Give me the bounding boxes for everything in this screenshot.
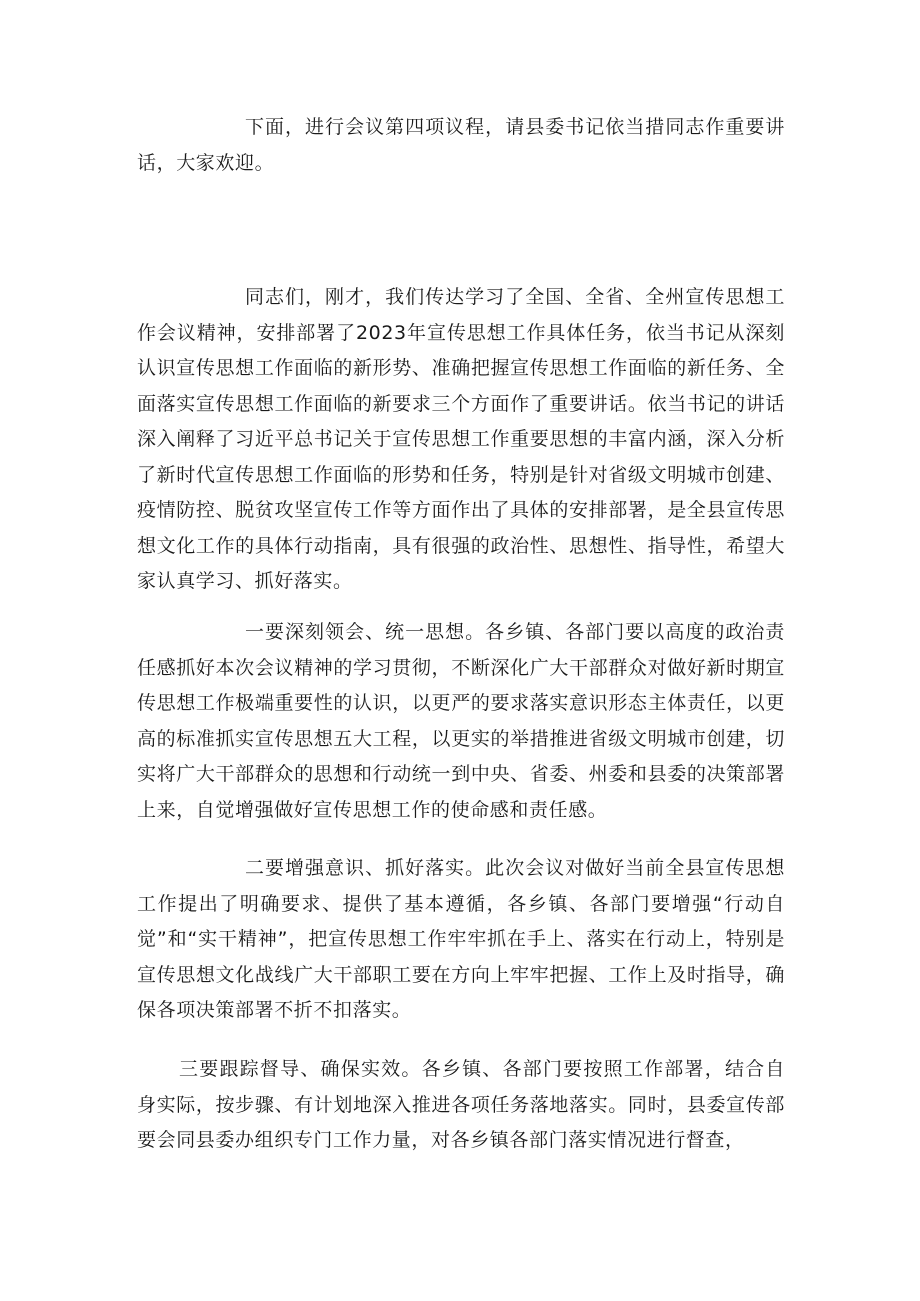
paragraph-point-one: 一要深刻领会、统一思想。各乡镇、各部门要以高度的政治责任感抓好本次会议精神的学习贯彻，不断深化广大干部群众对做好新时期宣传思想工作极端重要性的认识，以更严的要求落实意识形态主体责任，以更高的标准抓实宣传思想五大工程，以更实的举措推进省级文明城市创建，切实将广大干部群众的思想和行动统一到中央、省委、州委和县委的决策部署上来，自觉增强做好宣传思想工作的使命感和责任感。 xyxy=(137,621,785,821)
paragraph-opening: 下面，进行会议第四项议程，请县委书记依当措同志作重要讲话，大家欢迎。 xyxy=(137,116,785,174)
paragraph-summary: 同志们，刚才，我们传达学习了全国、全省、全州宣传思想工作会议精神，安排部署了2023年宣传思想工作具体任务，依当书记从深刻认识宣传思想工作面临的新形势、准确把握宣传思想工作面临的新任务、全面落实宣传思想工作面临的新要求三个方面作了重要讲话。依当书记的讲话深入阐释了习近平总书记关于宣传思想工作重要思想的丰富内涵，深入分析了新时代宣传思想工作面临的形势和任务，特别是针对省级文明城市创建、疫情防控、脱贫攻坚宣传工作等方面作出了具体的安排部署，是全县宣传思想文化工作的具体行动指南，具有很强的政治性、思想性、指导性，希望大家认真学习、抓好落实。 xyxy=(137,286,785,592)
paragraph-point-two: 二要增强意识、抓好落实。此次会议对做好当前全县宣传思想工作提出了明确要求、提供了基本遵循，各乡镇、各部门要增强“行动自觉”和“实干精神”，把宣传思想工作牢牢抓在手上、落实在行动上，特别是宣传思想文化战线广大干部职工要在方向上牢牢把握、工作上及时指导，确保各项决策部署不折不扣落实。 xyxy=(137,857,785,1021)
paragraph-point-three: 三要跟踪督导、确保实效。各乡镇、各部门要按照工作部署，结合自身实际，按步骤、有计划地深入推进各项任务落地落实。同时，县委宣传部要会同县委办组织专门工作力量，对各乡镇各部门落实情况进行督查， xyxy=(137,1058,785,1151)
